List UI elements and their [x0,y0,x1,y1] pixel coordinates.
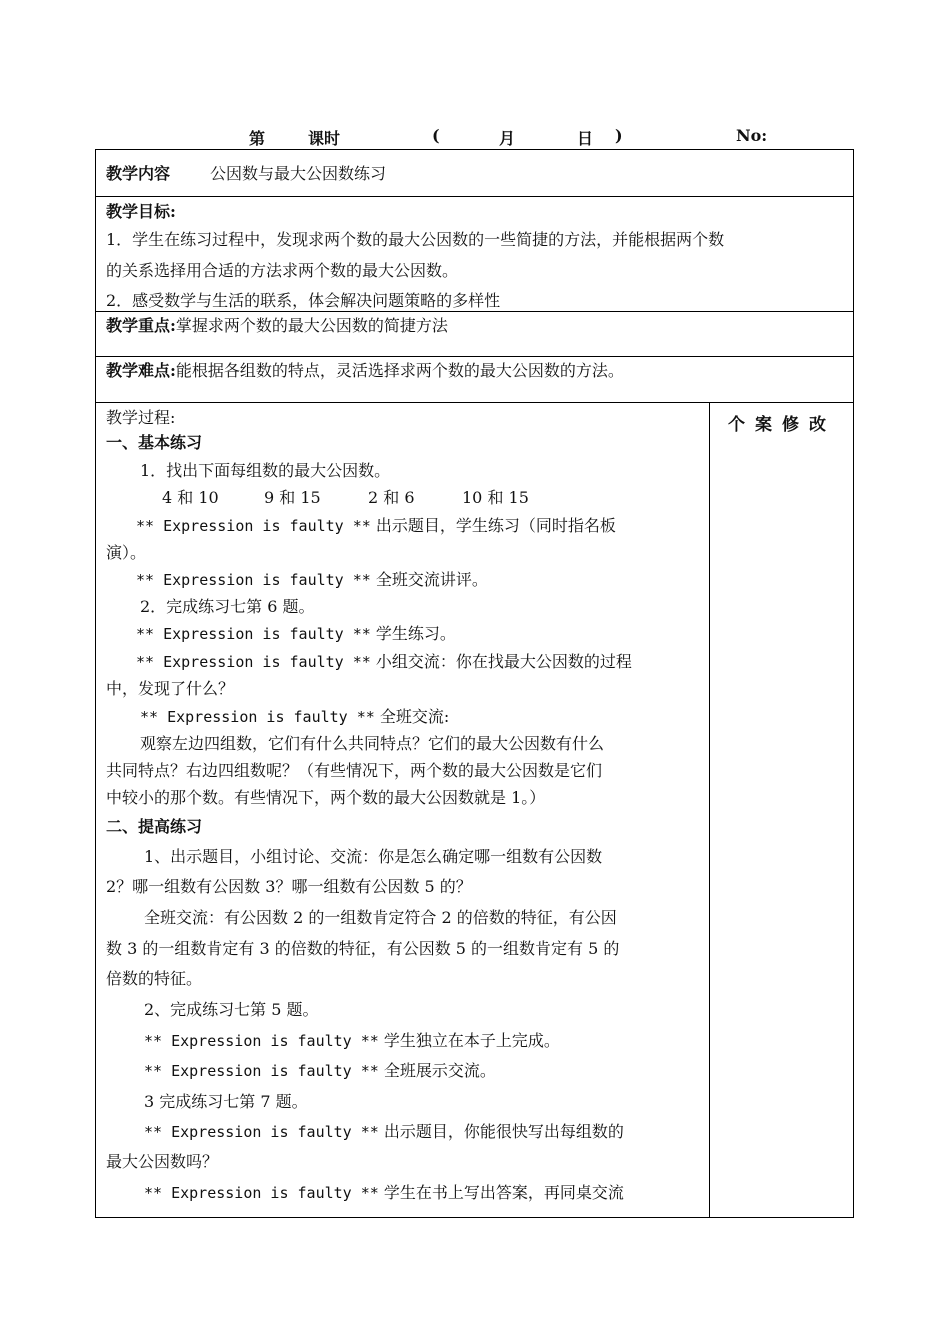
process-line: ** Expression is faulty ** 学生练习。 [136,624,456,643]
row-divider [96,196,853,197]
difficulty-value: 能根据各组数的特点，灵活选择求两个数的最大公因数的方法。 [175,361,624,380]
lesson-header [96,126,856,148]
side-column-label: 个案修改 [728,415,836,435]
faulty-field: ** Expression is faulty ** [136,625,371,643]
header-keshi: 课时 [308,129,341,148]
process-label: 教学过程: [106,408,176,427]
header-rparen: ) [615,126,623,145]
key-point [106,318,448,334]
number-pair: 10 和 15 [462,488,529,507]
faulty-field: ** Expression is faulty ** [136,571,371,589]
header-day: 日 [577,129,594,148]
header-di: 第 [249,129,266,148]
goals-line: 2．感受数学与生活的联系，体会解决问题策略的多样性 [106,291,501,310]
process-line: ** Expression is faulty ** 学生独立在本子上完成。 [144,1031,560,1050]
process-line: ** Expression is faulty ** 小组交流：你在找最大公因数的过程 [136,652,632,671]
goals-line: 的关系选择用合适的方法求两个数的最大公因数。 [106,261,459,280]
process-line: ** Expression is faulty ** 出示题目，你能很快写出每组数的 [144,1122,624,1141]
process-line: 演）。 [106,543,147,562]
process-line: 2、完成练习七第 5 题。 [144,1000,319,1019]
header-no: No: [736,126,768,145]
row-divider [96,402,853,403]
process-line: 数 3 的一组数肯定有 3 的倍数的特征，有公因数 5 的一组数肯定有 5 的 [106,939,620,958]
row-divider [96,311,853,312]
process-line: 中，发现了什么？ [106,679,235,698]
goals-line: 1．学生在练习过程中，发现求两个数的最大公因数的一些简捷的方法，并能根据两个数 [106,230,725,249]
process-line: 全班交流：有公因数 2 的一组数肯定符合 2 的倍数的特征，有公因 [144,908,617,927]
process-line: ** Expression is faulty ** 全班展示交流。 [144,1061,496,1080]
goals-label: 教学目标: [106,202,176,221]
faulty-field: ** Expression is faulty ** [144,1032,379,1050]
process-line: ** Expression is faulty ** 全班交流讲评。 [136,570,488,589]
number-pair: 2 和 6 [368,488,415,507]
process-line: ** Expression is faulty ** 全班交流: [140,707,450,726]
process-line: 2？哪一组数有公因数 3？哪一组数有公因数 5 的？ [106,877,472,896]
lesson-plan-table [95,149,854,1218]
faulty-field: ** Expression is faulty ** [136,517,371,535]
number-pair: 9 和 15 [264,488,321,507]
column-divider [709,402,710,1217]
process-line: 1、出示题目，小组讨论、交流：你是怎么确定哪一组数有公因数 [144,847,603,866]
process-line: 最大公因数吗？ [106,1152,219,1171]
section-title: 二、提高练习 [106,817,203,836]
faulty-field: ** Expression is faulty ** [144,1123,379,1141]
number-pair: 4 和 10 [162,488,219,507]
faulty-field: ** Expression is faulty ** [140,708,375,726]
difficulty-label: 教学难点: [106,361,176,380]
faulty-field: ** Expression is faulty ** [144,1062,379,1080]
header-month: 月 [499,129,516,148]
row-divider [96,356,853,357]
process-line: 共同特点？右边四组数呢？（有些情况下，两个数的最大公因数是它们 [106,761,603,780]
process-line: 倍数的特征。 [106,969,203,988]
key-value: 掌握求两个数的最大公因数的简捷方法 [175,316,448,335]
difficulty-point [106,363,624,379]
content-value: 公因数与最大公因数练习 [210,164,387,183]
key-label: 教学重点: [106,316,176,335]
section-title: 一、基本练习 [106,433,203,452]
process-line: ** Expression is faulty ** 学生在书上写出答案，再同桌交流 [144,1183,624,1202]
process-line: 2．完成练习七第 6 题。 [140,597,315,616]
content-label: 教学内容 [106,164,171,183]
header-lparen: ( [432,126,440,145]
process-line: 中较小的那个数。有些情况下，两个数的最大公因数就是 1。） [106,788,546,807]
faulty-field: ** Expression is faulty ** [136,653,371,671]
faulty-field: ** Expression is faulty ** [144,1184,379,1202]
process-line: 1．找出下面每组数的最大公因数。 [140,461,391,480]
process-line: ** Expression is faulty ** 出示题目，学生练习（同时指名板 [136,516,616,535]
process-line: 3 完成练习七第 7 题。 [144,1092,308,1111]
process-line: 观察左边四组数，它们有什么共同特点？它们的最大公因数有什么 [140,734,605,753]
